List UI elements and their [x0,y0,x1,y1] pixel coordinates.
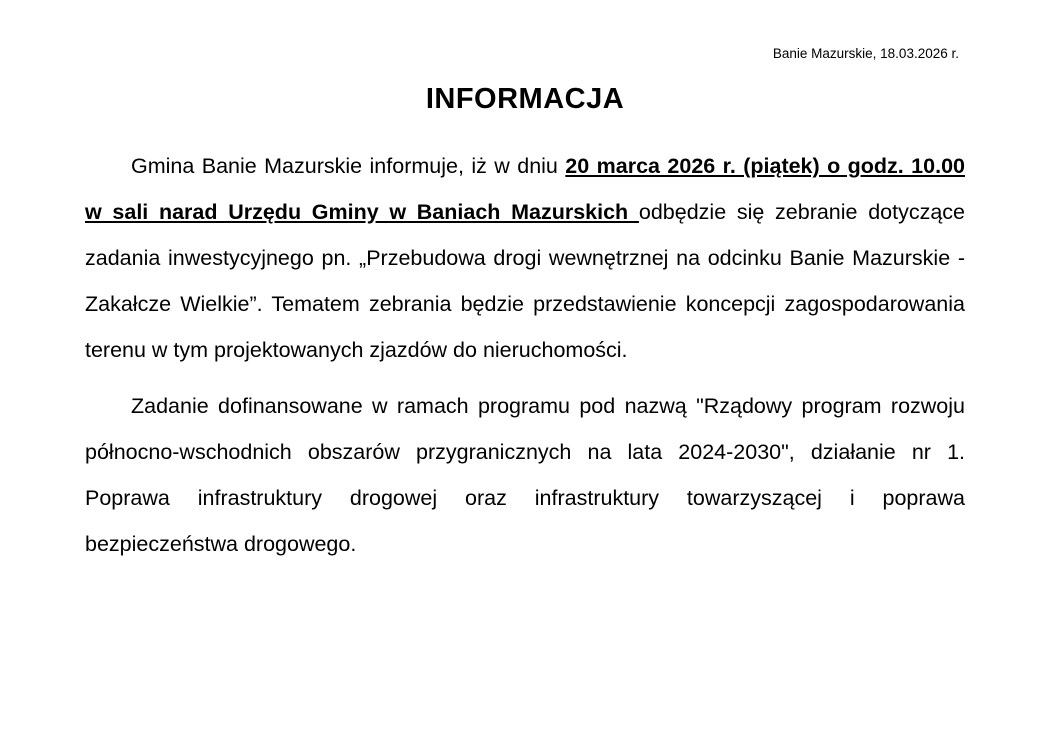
document-title: INFORMACJA [425,83,625,115]
paragraph-funding-info: Zadanie dofinansowane w ramach programu pod nazwą "Rządowy program rozwoju północno-wschodnich obszarów przygranicznych na lata 2024-2030", działanie nr 1. Poprawa infrastruktury drogowej oraz infrastruktury towarzyszącej i poprawa bezpieczeństwa drogowego. [85,394,965,556]
paragraph1-date-venue-emphasis: 20 marca 2026 r. (piątek) o godz. 10.00 w sali narad Urzędu Gminy w Baniach Mazurskich [85,154,965,224]
paragraph1-text-intro: Gmina Banie Mazurskie informuje, iż w dniu [131,154,566,178]
date-line: Banie Mazurskie, 18.03.2026 r. [772,46,959,61]
paragraph1-text-continuation: odbędzie się zebranie dotyczące zadania inwestycyjnego pn. „Przebudowa drogi wewnętrznej na odcinku Banie Mazurskie - Zakałcze Wielkie”. Tematem zebrania będzie przedstawienie koncepcji zagospodarowania terenu w tym projektowanych zjazdów do nieruchomości. [85,200,965,362]
paragraph-meeting-info [85,143,965,373]
